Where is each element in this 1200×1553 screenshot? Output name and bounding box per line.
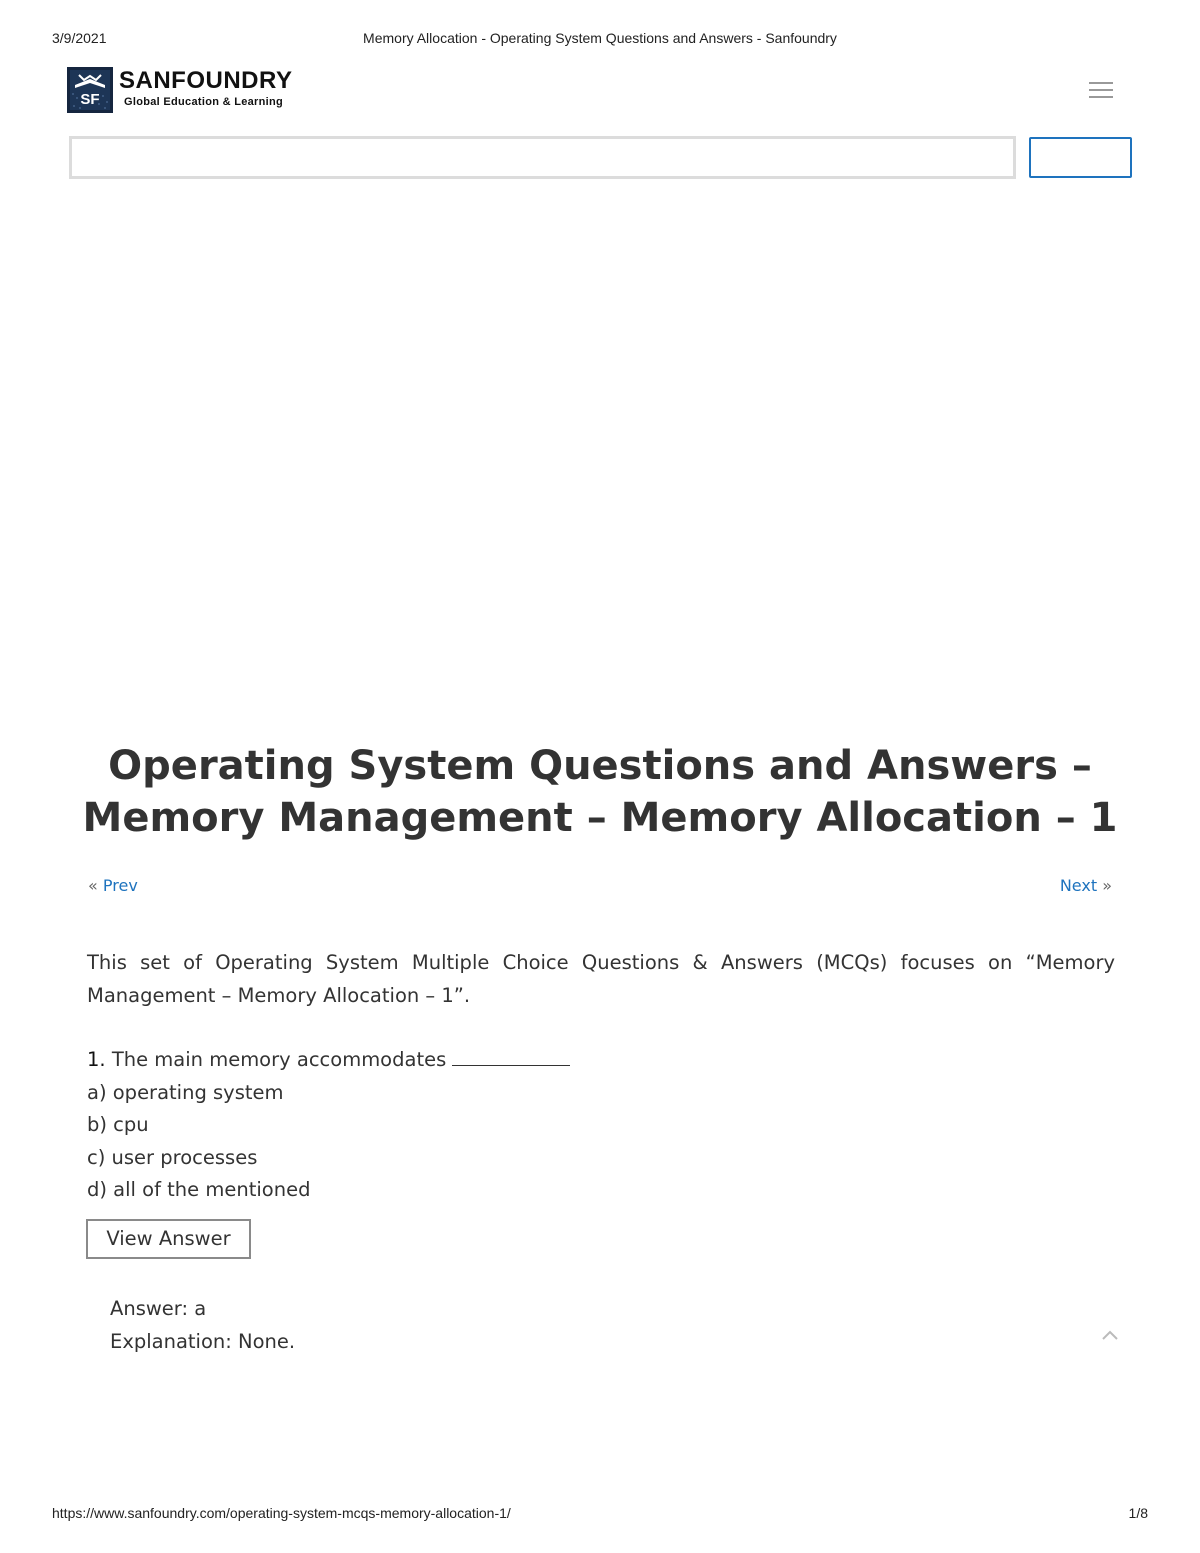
answer-block — [110, 1292, 295, 1358]
print-page-number: 1/8 — [1128, 1505, 1148, 1521]
brand-name: SANFOUNDRY — [119, 67, 293, 94]
search-button[interactable] — [1029, 137, 1132, 178]
view-answer-button[interactable]: View Answer — [86, 1219, 251, 1259]
question-text: The main memory accommodates — [111, 1048, 447, 1071]
prev-arrow-icon: « — [88, 876, 98, 895]
option-d: d) all of the mentioned — [87, 1178, 311, 1201]
print-footer — [52, 1505, 1148, 1523]
question-line — [87, 1044, 570, 1077]
option-a: a) operating system — [87, 1080, 284, 1104]
question-number: 1. — [87, 1048, 106, 1071]
option-b: b) cpu — [87, 1113, 149, 1136]
next-arrow-icon: » — [1102, 876, 1112, 895]
print-doc-title: Memory Allocation - Operating System Questions and Answers - Sanfoundry — [363, 30, 837, 46]
print-header — [52, 30, 1148, 48]
next-label: Next — [1059, 876, 1098, 895]
hamburger-icon-line-3 — [1089, 96, 1113, 98]
pager — [88, 876, 1112, 898]
search-input[interactable] — [69, 136, 1016, 179]
intro-text: This set of Operating System Multiple Choice Questions & Answers (MCQs) focuses on “Memory Management – Memory Allocation – 1”. — [87, 951, 1115, 1007]
explanation-text: Explanation: None. — [110, 1330, 296, 1353]
next-link[interactable] — [1060, 876, 1112, 895]
logo-text — [119, 67, 292, 109]
hamburger-icon-line-1 — [1089, 82, 1113, 84]
menu-button[interactable] — [1086, 78, 1116, 102]
chevron-up-icon — [1098, 1325, 1122, 1345]
prev-label: Prev — [102, 876, 138, 895]
question-blank — [452, 1047, 570, 1066]
option-c: c) user processes — [87, 1145, 258, 1169]
logo-mark-text: SF — [80, 91, 100, 108]
answer-text: Answer: a — [110, 1297, 207, 1320]
page-title: Operating System Questions and Answers – Memory Management – Memory Allocation – 1 — [82, 743, 1118, 841]
scroll-top-button[interactable] — [1098, 1325, 1122, 1345]
question-block — [87, 1044, 570, 1207]
prev-link[interactable] — [88, 876, 138, 895]
logo-mark-icon — [67, 67, 113, 113]
hamburger-icon-line-2 — [1089, 89, 1113, 91]
print-date: 3/9/2021 — [52, 30, 107, 46]
print-url: https://www.sanfoundry.com/operating-system-mcqs-memory-allocation-1/ — [52, 1505, 511, 1521]
brand-tagline: Global Education & Learning — [124, 96, 284, 108]
site-logo[interactable] — [67, 67, 317, 115]
